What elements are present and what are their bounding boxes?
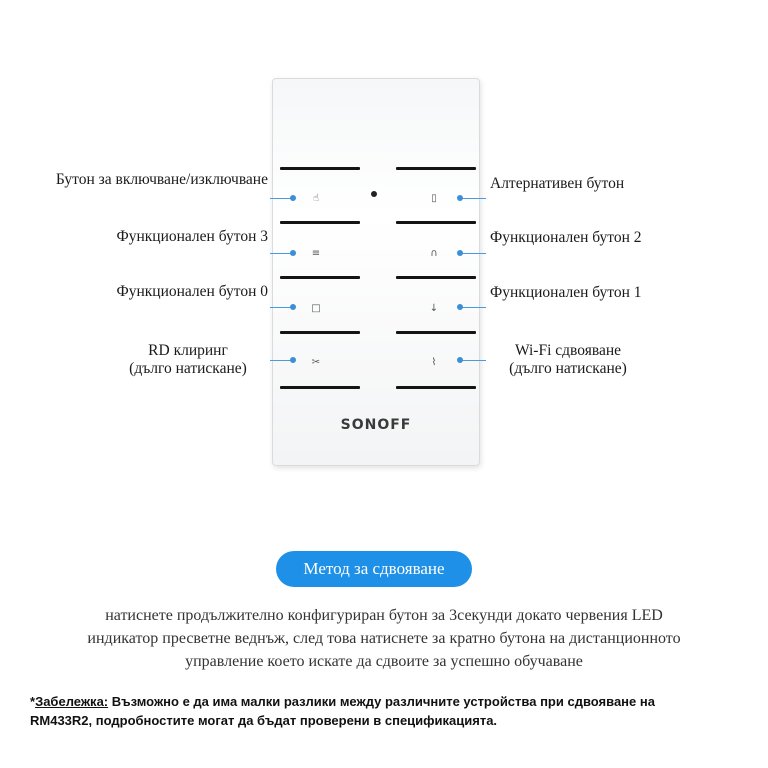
label-wifi-pairing [488,342,648,378]
note-text-1: Възможно е да има малки разлики между различните устройства при сдвояване на [108,694,655,709]
label-wifi-pairing-line1: Wi-Fi сдвояване [514,342,621,359]
callout-dot-func1 [457,304,463,310]
remote-control [272,78,480,466]
callout-dot-power [290,195,296,201]
pairing-method-title: Метод за сдвояване [276,551,472,587]
button-divider [280,221,360,224]
button-divider [280,331,360,334]
label-power-button: Бутон за включване/изключване [55,171,268,188]
callout-dot-func0 [290,304,296,310]
description-line-2: индикатор пресветне веднъж, след това натиснете за кратно бутона на дистанционното [87,630,681,647]
note-title: Забележка: [35,694,109,709]
battery-icon[interactable]: ▯ [431,193,437,204]
note-asterisk: * [30,694,36,709]
label-function-0: Функционален бутон 0 [116,283,268,300]
wifi-icon[interactable]: ⌇ [431,357,437,368]
pairing-method-description [20,604,748,673]
button-bottom-edge [280,386,360,389]
note [30,692,750,730]
button-divider [396,221,476,224]
label-wifi-pairing-line2: (дълго натискане) [509,360,627,377]
callout-line-alternative [460,198,486,199]
callout-dot-func3 [290,250,296,256]
rd-clear-icon[interactable]: ✂ [311,357,321,368]
function-2-icon[interactable]: ∩ [430,248,438,259]
callout-line-func2 [460,253,486,254]
label-function-3: Функционален бутон 3 [116,228,268,245]
description-line-3: управление което искате да сдвоите за успешно обучаване [185,653,583,670]
function-0-icon[interactable]: □ [311,303,321,314]
description-line-1: натиснете продължително конфигуриран бутон за 3секунди докато червения LED [105,607,663,624]
callout-line-wifi [460,360,486,361]
callout-dot-wifi [457,357,463,363]
label-alternative-button: Алтернативен бутон [490,175,625,192]
button-top-edge [396,167,476,170]
callout-dot-func2 [457,250,463,256]
button-bottom-edge [396,386,476,389]
label-function-1: Функционален бутон 1 [490,284,642,301]
label-rd-clear-line1: RD клиринг [148,342,228,359]
label-rd-clear [108,342,268,378]
label-rd-clear-line2: (дълго натискане) [129,360,247,377]
label-function-2: Функционален бутон 2 [490,229,642,246]
button-divider [396,276,476,279]
button-top-edge [280,167,360,170]
note-line-2: RM433R2, подробностите могат да бъдат проверени в спецификацията. [30,713,498,728]
power-hand-icon[interactable]: ☝ [312,193,320,204]
button-divider [396,331,476,334]
led-indicator [371,191,377,197]
note-line-1 [30,692,750,711]
callout-line-func1 [460,307,486,308]
callout-dot-alternative [457,195,463,201]
callout-dot-rd [290,357,296,363]
button-divider [280,276,360,279]
sonoff-logo: SONOFF [340,417,412,433]
function-1-icon[interactable]: ↓ [429,303,439,314]
function-3-icon[interactable]: ≡ [311,248,321,259]
